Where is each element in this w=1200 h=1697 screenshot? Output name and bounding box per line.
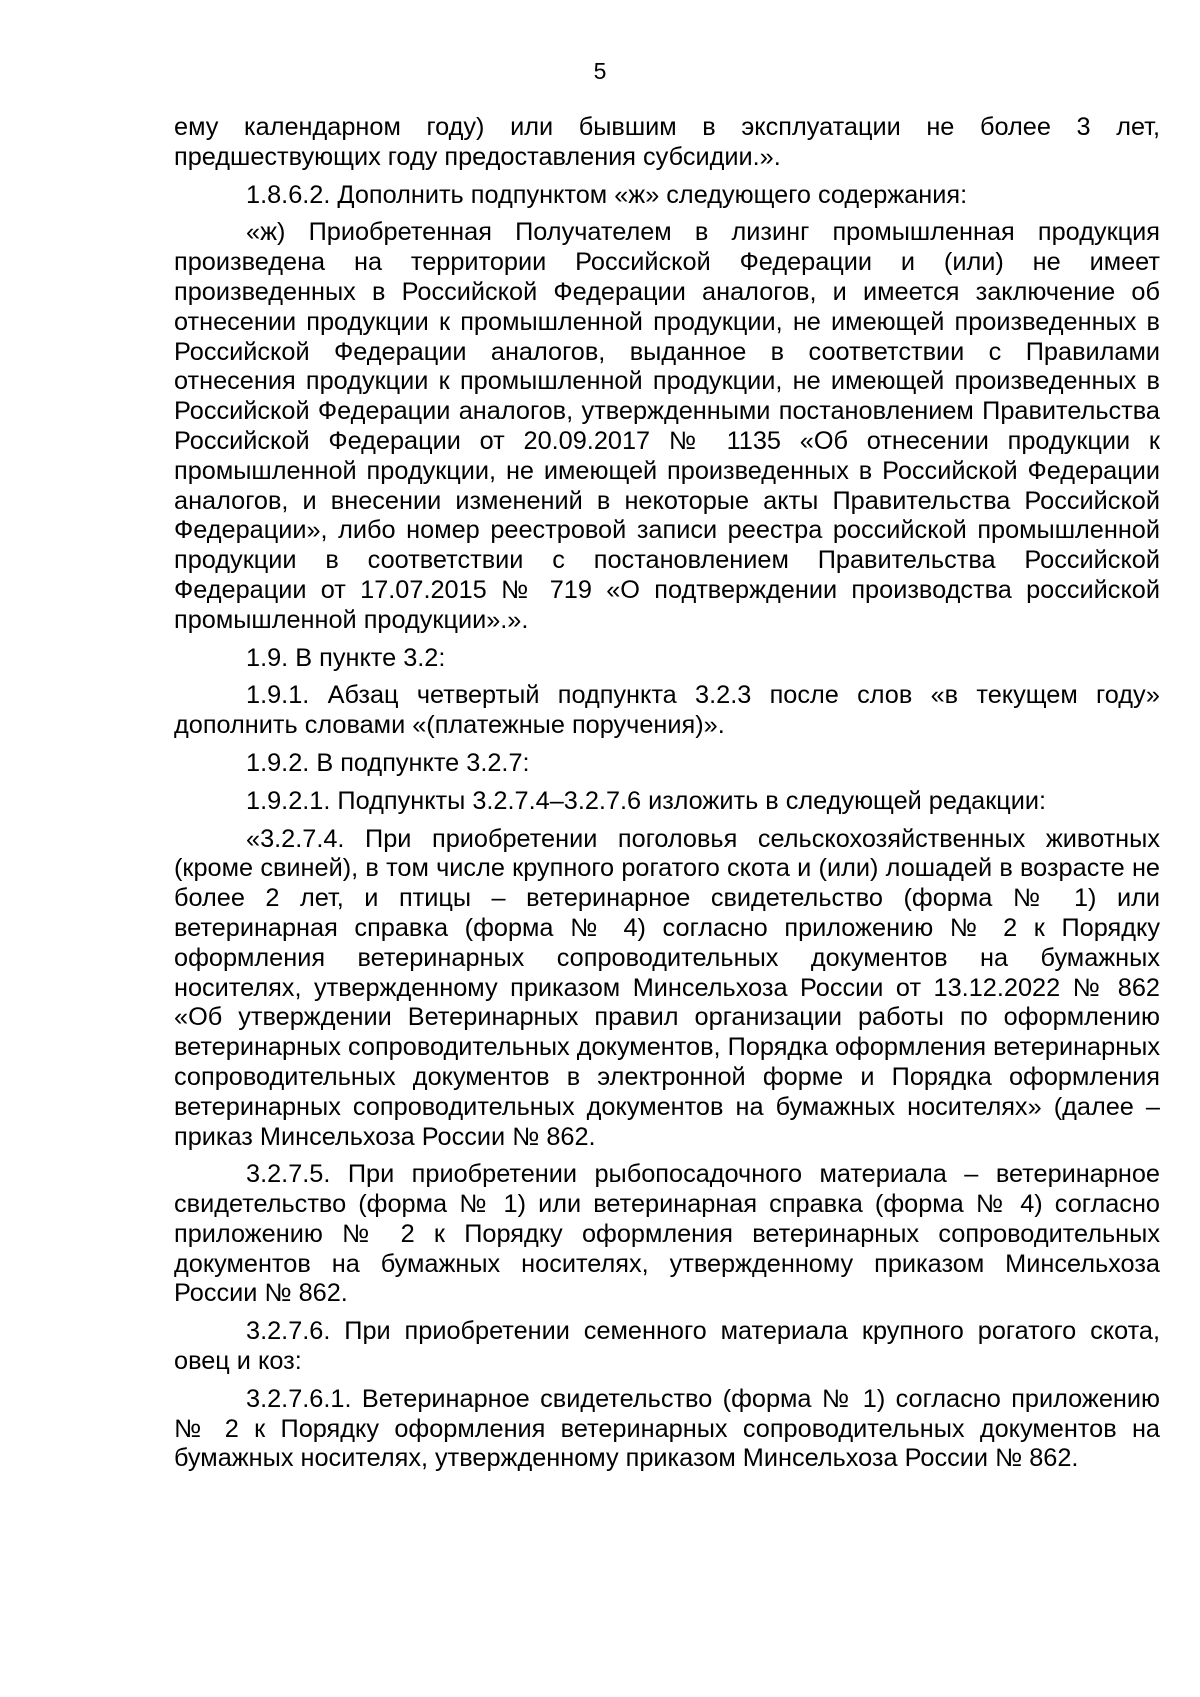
paragraph-subitem-zh: «ж) Приобретенная Получателем в лизинг промышленная продукция произведена на территории Российской Федерации и (или) не имеет произведенных в Российской Федерации аналогов, и имеется заключение об отнесении продукции к промышленной продукции, не имеющей произведенных в Российской Федерации аналогов, выданное в соответствии с Правилами отнесения продукции к промышленной продукции, не имеющей произведенных в Российской Федерации аналогов, утвержденными постановлением Правительства Российской Федерации от 20.09.2017 № 1135 «Об отнесении продукции к промышленной продукции, не имеющей произведенных в Российской Федерации аналогов, и внесении изменений в некоторые акты Правительства Российской Федерации», либо номер реестровой записи реестра российской промышленной продукции в соответствии с постановлением Правительства Российской Федерации от 17.07.2015 № 719 «О подтверждении производства российской промышленной продукции».». xyxy=(174,218,1160,634)
paragraph-1-9-2-1: 1.9.2.1. Подпункты 3.2.7.4–3.2.7.6 изложить в следующей редакции: xyxy=(246,786,1047,815)
paragraph-1-9-2: 1.9.2. В подпункте 3.2.7: xyxy=(246,748,530,777)
paragraph-continuation: ему календарном году) или бывшим в эксплуатации не более 3 лет, предшествующих году предоставления субсидии.». xyxy=(174,113,1160,171)
paragraph-3-2-7-4: «3.2.7.4. При приобретении поголовья сельскохозяйственных животных (кроме свиней), в том числе крупного рогатого скота и (или) лошадей в возрасте не более 2 лет, и птицы – ветеринарное свидетельство (форма № 1) или ветеринарная справка (форма № 4) согласно приложению № 2 к Порядку оформления ветеринарных сопроводительных документов на бумажных носителях, утвержденному приказом Минсельхоза России от 13.12.2022 № 862 «Об утверждении Ветеринарных правил организации работы по оформлению ветеринарных сопроводительных документов, Порядка оформления ветеринарных сопроводительных документов в электронной форме и Порядка оформления ветеринарных сопроводительных документов на бумажных носителях» (далее – приказ Минсельхоза России № 862. xyxy=(174,824,1160,1151)
paragraph-3-2-7-5: 3.2.7.5. При приобретении рыбопосадочного материала – ветеринарное свидетельство (форма № 1) или ветеринарная справка (форма № 4) согласно приложению № 2 к Порядку оформления ветеринарных сопроводительных документов на бумажных носителях, утвержденному приказом Минсельхоза России № 862. xyxy=(174,1160,1160,1308)
document-body xyxy=(174,113,1160,1482)
paragraph-1-9-1: 1.9.1. Абзац четвертый подпункта 3.2.3 после слов «в текущем году» дополнить словами «(платежные поручения)». xyxy=(174,681,1160,740)
paragraph-3-2-7-6-1: 3.2.7.6.1. Ветеринарное свидетельство (форма № 1) согласно приложению № 2 к Порядку оформления ветеринарных сопроводительных документов на бумажных носителях, утвержденному приказом Минсельхоза России № 862. xyxy=(174,1384,1160,1473)
paragraph-3-2-7-6: 3.2.7.6. При приобретении семенного материала крупного рогатого скота, овец и коз: xyxy=(174,1317,1160,1376)
page-number: 5 xyxy=(593,58,607,84)
paragraph-1-9: 1.9. В пункте 3.2: xyxy=(246,643,446,672)
paragraph-1-8-6-2: 1.8.6.2. Дополнить подпунктом «ж» следующего содержания: xyxy=(246,180,968,209)
